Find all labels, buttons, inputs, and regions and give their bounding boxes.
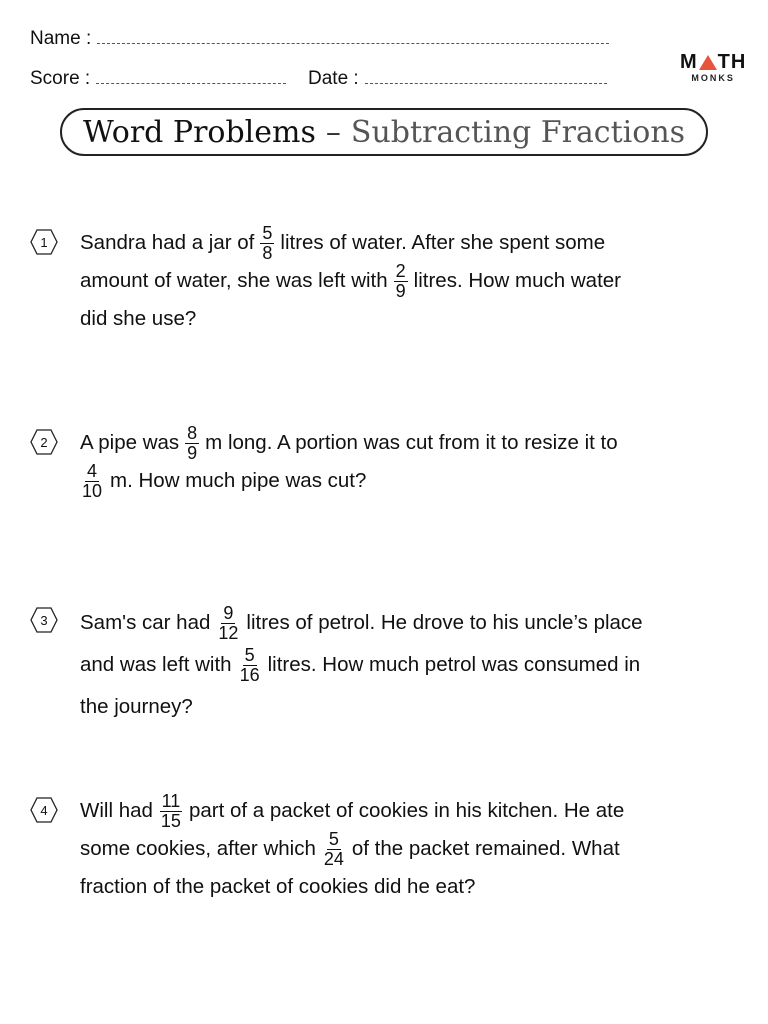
- logo-subtext: MONKS: [691, 73, 735, 83]
- text-segment: litres. How much petrol was consumed in: [267, 653, 641, 676]
- fraction: [238, 646, 262, 685]
- fraction: [80, 462, 104, 501]
- fraction-denominator: 9: [395, 280, 406, 301]
- fraction-denominator: 12: [218, 622, 239, 643]
- name-field-row: [30, 28, 609, 50]
- logo-text-m: M: [680, 51, 698, 73]
- question-line: [80, 262, 730, 300]
- question-line: [80, 792, 730, 830]
- fraction: [159, 792, 183, 831]
- question-text: [80, 792, 730, 906]
- question-number: 1: [40, 234, 48, 250]
- fraction: [322, 830, 346, 869]
- name-input-line[interactable]: [97, 42, 609, 44]
- text-segment: some cookies, after which: [80, 837, 316, 860]
- math-monks-logo: [680, 52, 746, 83]
- text-segment: Sandra had a jar of: [80, 231, 255, 254]
- date-field-row: [308, 68, 607, 90]
- fraction-denominator: 8: [262, 242, 273, 263]
- fraction-numerator: 8: [187, 422, 198, 443]
- worksheet-title: [60, 108, 708, 156]
- text-segment: m. How much pipe was cut?: [110, 469, 367, 492]
- text-segment: the journey?: [80, 695, 193, 718]
- fraction-numerator: 5: [244, 644, 255, 665]
- fraction-numerator: 5: [262, 222, 273, 243]
- title-part-2: Subtracting Fractions: [350, 114, 686, 150]
- question-text: [80, 224, 730, 338]
- question-text: [80, 424, 730, 500]
- question-number: 3: [40, 612, 48, 628]
- text-segment: part of a packet of cookies in his kitchen. He ate: [188, 799, 625, 822]
- score-field-row: [30, 68, 286, 90]
- text-segment: litres. How much water: [413, 269, 622, 292]
- question-number: 4: [40, 802, 48, 818]
- text-segment: Sam's car had: [80, 611, 211, 634]
- fraction-numerator: 4: [87, 460, 98, 481]
- question-number-badge: [30, 228, 58, 256]
- logo-text-th: TH: [717, 51, 747, 73]
- text-segment: of the packet remained. What: [351, 837, 620, 860]
- fraction-numerator: 11: [161, 790, 181, 811]
- fraction-numerator: 5: [328, 828, 339, 849]
- date-input-line[interactable]: [365, 82, 607, 84]
- question-line: [80, 644, 730, 686]
- fraction-denominator: 9: [187, 442, 198, 463]
- fraction-denominator: 16: [239, 664, 260, 685]
- text-segment: amount of water, she was left with: [80, 269, 388, 292]
- question-line: [80, 602, 730, 644]
- question-number-badge: [30, 606, 58, 634]
- question-number-badge: [30, 428, 58, 456]
- question-line: [80, 686, 730, 728]
- fraction: [216, 604, 240, 643]
- fraction-denominator: 15: [160, 810, 181, 831]
- question-line: [80, 868, 730, 906]
- question-number-badge: [30, 796, 58, 824]
- text-segment: m long. A portion was cut from it to resize it to: [205, 431, 618, 454]
- text-segment: litres of water. After she spent some: [280, 231, 606, 254]
- fraction: [260, 224, 274, 263]
- fraction-numerator: 2: [395, 260, 406, 281]
- name-label: Name :: [30, 28, 92, 49]
- question-line: [80, 224, 730, 262]
- title-part-1: Word Problems: [82, 114, 316, 150]
- fraction-denominator: 10: [82, 480, 103, 501]
- question-line: [80, 462, 730, 500]
- score-label: Score :: [30, 68, 91, 89]
- question-line: [80, 300, 730, 338]
- fraction: [185, 424, 199, 463]
- score-input-line[interactable]: [96, 82, 286, 84]
- question-line: [80, 830, 730, 868]
- fraction: [394, 262, 408, 301]
- text-segment: and was left with: [80, 653, 232, 676]
- title-separator: –: [325, 114, 341, 150]
- logo-triangle-icon: [699, 55, 717, 70]
- text-segment: A pipe was: [80, 431, 180, 454]
- question-text: [80, 602, 730, 728]
- question-number: 2: [40, 434, 48, 450]
- text-segment: fraction of the packet of cookies did he eat?: [80, 875, 476, 898]
- text-segment: litres of petrol. He drove to his uncle’s place: [246, 611, 643, 634]
- question-line: [80, 424, 730, 462]
- text-segment: Will had: [80, 799, 153, 822]
- date-label: Date :: [308, 68, 359, 89]
- fraction-denominator: 24: [323, 848, 344, 869]
- text-segment: did she use?: [80, 307, 197, 330]
- fraction-numerator: 9: [223, 602, 234, 623]
